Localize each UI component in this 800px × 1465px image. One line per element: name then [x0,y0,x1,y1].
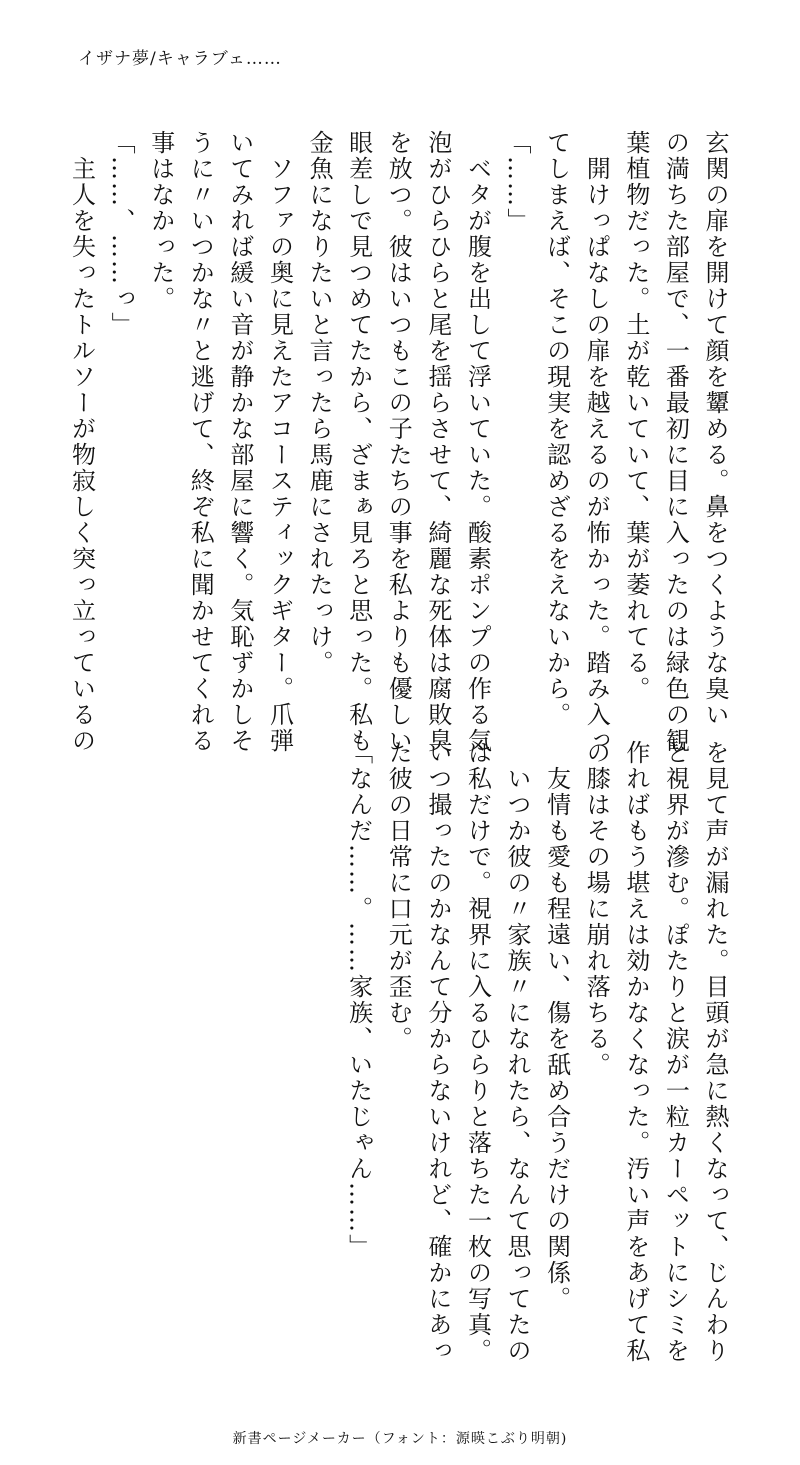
text-line: と視界が滲む。ぽたりと涙が一粒カーペットにシミを [661,740,690,1364]
page-title: イザナ夢/キャラブェ…… [78,49,282,69]
text-line: 「……、……っ」 [107,130,136,338]
text-line: 主人を失ったトルソーが物寂しく突っ立っているの [67,130,96,754]
text-line: 「なんだ……。……家族、いたじゃん……」 [344,740,373,1260]
text-line: 「……」 [503,130,532,234]
upper-text-block [67,130,734,754]
text-line: いつか彼の〃家族〃になれたら、なんて思ってたの [503,740,532,1364]
text-line: 開けっぱなしの扉を越えるのが怖かった。踏み入っ [582,130,611,754]
text-line: てしまえば、そこの現実を認めざるをえないから。 [542,130,571,728]
text-line: を見て声が漏れた。目頭が急に熱くなって、じんわり [701,740,729,1364]
text-line: の膝はその場に崩れ落ちる。 [582,740,611,1078]
text-line: た彼の日常に口元が歪む。 [384,740,413,1052]
text-line: うに〃いつかな〃と逃げて、終ぞ私に聞かせてくれる [186,130,215,754]
text-line: 作ればもう堪えは効かなくなった。汚い声をあげて私 [621,740,650,1364]
text-line: は私だけで。視界に入るひらりと落ちた一枚の写真。 [463,740,492,1364]
text-line: 眼差しで見つめてたから、ざまぁ見ろと思った。私も [344,130,373,754]
text-line: ベタが腹を出して浮いていた。酸素ポンプの作る気 [463,130,492,754]
text-line: 金魚になりたいと言ったら馬鹿にされたっけ。 [305,130,334,676]
footer-credit: 新書ページメーカー（フォント：源暎こぶり明朝) [232,1431,568,1447]
text-line: いてみれば緩い音が静かな部屋に響く。気恥ずかしそ [225,130,254,754]
text-line: の満ちた部屋で、一番最初に目に入ったのは緑色の観 [661,130,690,754]
text-line: 泡がひらひらと尾を揺らさせて、綺麗な死体は腐敗臭 [423,130,452,754]
text-line: ソファの奥に見えたアコースティックギター。爪弾 [265,130,294,754]
lower-text-block [344,740,734,1364]
text-line: を放つ。彼はいつもこの子たちの事を私よりも優しい [384,130,413,754]
text-line: 友情も愛も程遠い、傷を舐め合うだけの関係。 [542,740,571,1312]
text-line: 事はなかった。 [146,130,175,312]
text-line: 玄関の扉を開けて顔を顰める。鼻をつくような臭い [701,130,729,728]
text-line: いつ撮ったのかなんて分からないけれど、確かにあっ [423,740,452,1364]
text-line: 葉植物だった。土が乾いていて、葉が萎れてる。 [621,130,650,702]
